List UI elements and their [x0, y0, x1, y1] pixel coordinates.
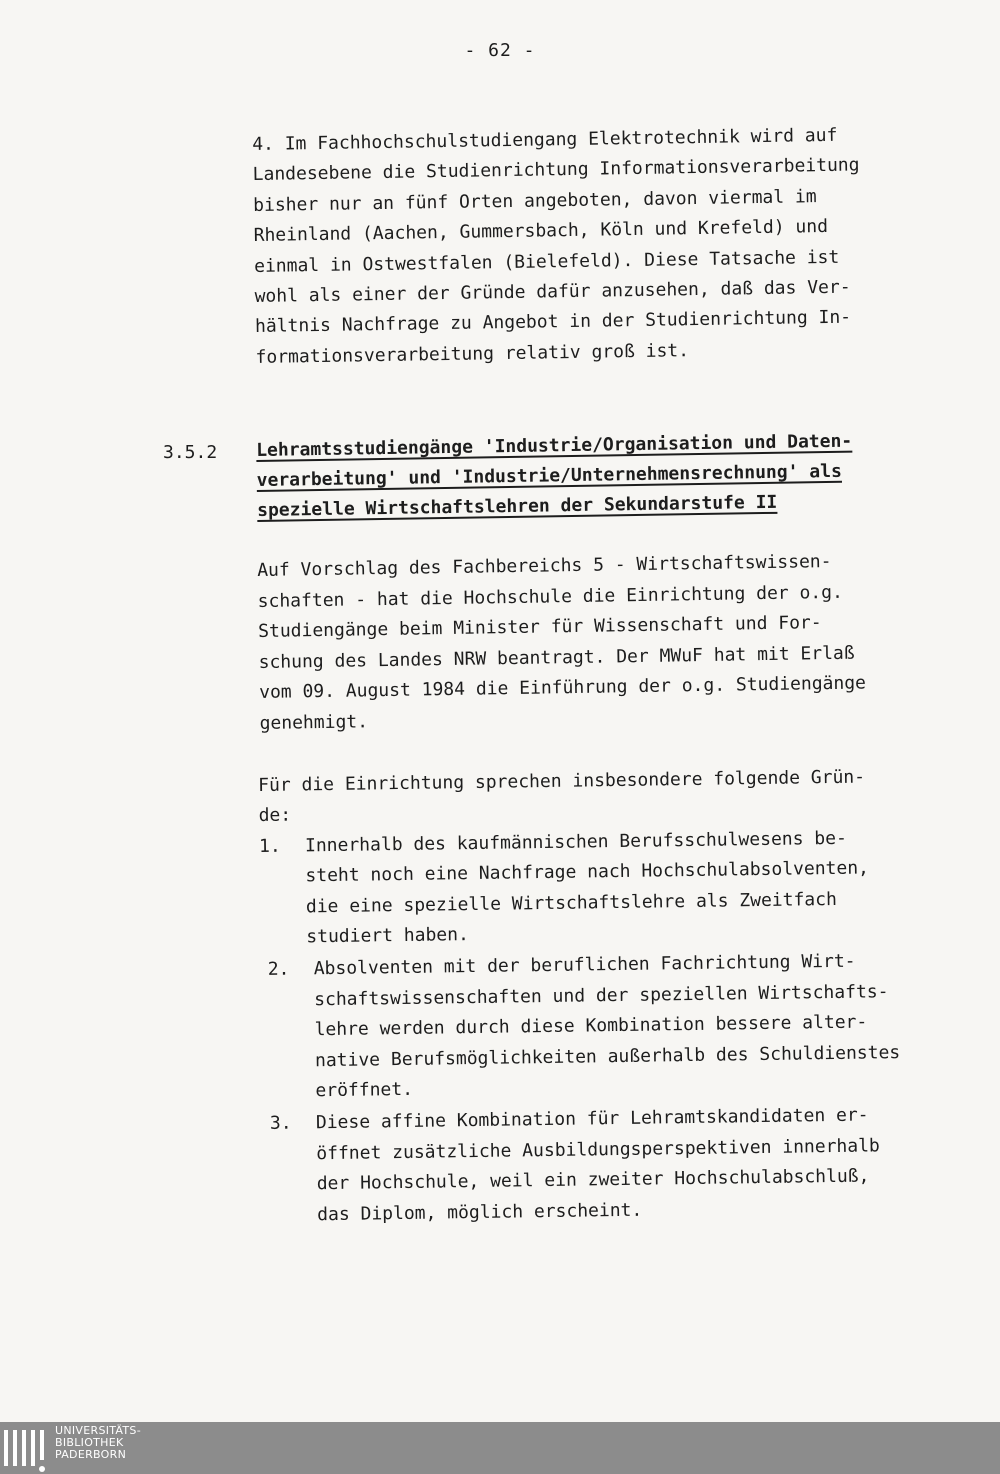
- reason-item: [269, 1101, 880, 1231]
- reason-item: [258, 823, 870, 953]
- reason-line: lehre werden durch diese Kombination bessere alter-: [314, 1011, 868, 1041]
- reasons-intro: [258, 763, 866, 832]
- text-line: bisher nur an fünf Orten angeboten, davon viermal im: [253, 185, 817, 216]
- library-logo-icon: [4, 1430, 46, 1470]
- logo-bar: [40, 1430, 44, 1460]
- text-line: schung des Landes NRW beantragt. Der MWuF hat mit Erlaß: [258, 642, 855, 673]
- text-line: formationsverarbeitung relativ groß ist.: [255, 340, 690, 368]
- text-line: einmal in Ostwestfalen (Bielefeld). Diese Tatsache ist: [253, 246, 840, 277]
- reason-line: der Hochschule, weil ein zweiter Hochschulabschluß,: [316, 1165, 870, 1195]
- text-line: de:: [258, 804, 292, 827]
- reasons-section: [258, 763, 901, 1231]
- heading-line: spezielle Wirtschaftslehren der Sekundarstufe II: [257, 491, 778, 521]
- reason-line: schaftswissenschaften und der speziellen Wirtschafts-: [314, 981, 889, 1011]
- logo-dot: [39, 1466, 45, 1472]
- text-line: Rheinland (Aachen, Gummersbach, Köln und Krefeld) und: [253, 216, 829, 247]
- logo-bar: [22, 1430, 26, 1466]
- reason-line: Diese affine Kombination für Lehramtskandidaten er-: [315, 1104, 869, 1134]
- text-line: hältnis Nachfrage zu Angebot in der Studienrichtung In-: [254, 307, 852, 338]
- reason-line: das Diplom, möglich erscheint.: [317, 1199, 643, 1225]
- reason-line: steht noch eine Nachfrage nach Hochschulabsolventen,: [305, 857, 870, 887]
- section-number: 3.5.2: [163, 442, 218, 463]
- reason-line: Innerhalb des kaufmännischen Berufsschulwesens be-: [304, 827, 848, 857]
- library-footer: [0, 1422, 1000, 1474]
- reason-number: 1.: [258, 835, 281, 857]
- text-line: schaften - hat die Hochschule die Einrichtung der o.g.: [257, 581, 844, 612]
- logo-bar: [4, 1430, 8, 1466]
- logo-bar: [13, 1430, 17, 1466]
- library-name-line: PADERBORN: [55, 1448, 127, 1461]
- text-line: Für die Einrichtung sprechen insbesondere folgende Grün-: [258, 766, 866, 796]
- reason-line: Absolventen mit der beruflichen Fachrichtung Wirt-: [313, 951, 856, 980]
- text-line: Landesebene die Studienrichtung Informationsverarbeitung: [252, 154, 860, 186]
- library-name-line: BIBLIOTHEK: [55, 1436, 124, 1449]
- heading-line: verarbeitung' und 'Industrie/Unternehmensrechnung' als: [256, 460, 842, 491]
- reason-number: 3.: [269, 1113, 292, 1135]
- reason-line: öffnet zusätzliche Ausbildungsperspektiven innerhalb: [316, 1135, 880, 1165]
- text-line: 4. Im Fachhochschulstudiengang Elektrotechnik wird auf: [252, 124, 838, 155]
- text-line: vom 09. August 1984 die Einführung der o.g. Studiengänge: [258, 672, 867, 703]
- reason-line: studiert haben.: [306, 924, 470, 948]
- logo-bar: [31, 1430, 35, 1466]
- text-line: Studiengänge beim Minister für Wissenschaft und For-: [258, 612, 822, 642]
- page-number: - 62 -: [464, 40, 536, 61]
- heading-line: Lehramtsstudiengänge 'Industrie/Organisation und Daten-: [256, 430, 853, 461]
- library-name: [55, 1425, 215, 1461]
- library-name-line: UNIVERSITÄTS-: [55, 1424, 141, 1437]
- paragraph-informationsverarbeitung: [252, 121, 860, 373]
- reason-line: native Berufsmöglichkeiten außerhalb des Schuldienstes: [314, 1041, 901, 1071]
- reason-number: 2.: [267, 959, 290, 981]
- text-line: wohl als einer der Gründe dafür anzusehen, daß das Ver-: [254, 276, 851, 308]
- reason-line: die eine spezielle Wirtschaftslehre als Zweitfach: [305, 888, 838, 917]
- text-line: Auf Vorschlag des Fachbereichs 5 - Wirtschaftswissen-: [257, 550, 832, 581]
- paragraph-proposal: [257, 547, 867, 739]
- reason-item: [267, 947, 901, 1107]
- text-line: genehmigt.: [259, 710, 369, 734]
- section-heading: [256, 427, 853, 526]
- reason-line: eröffnet.: [315, 1078, 414, 1102]
